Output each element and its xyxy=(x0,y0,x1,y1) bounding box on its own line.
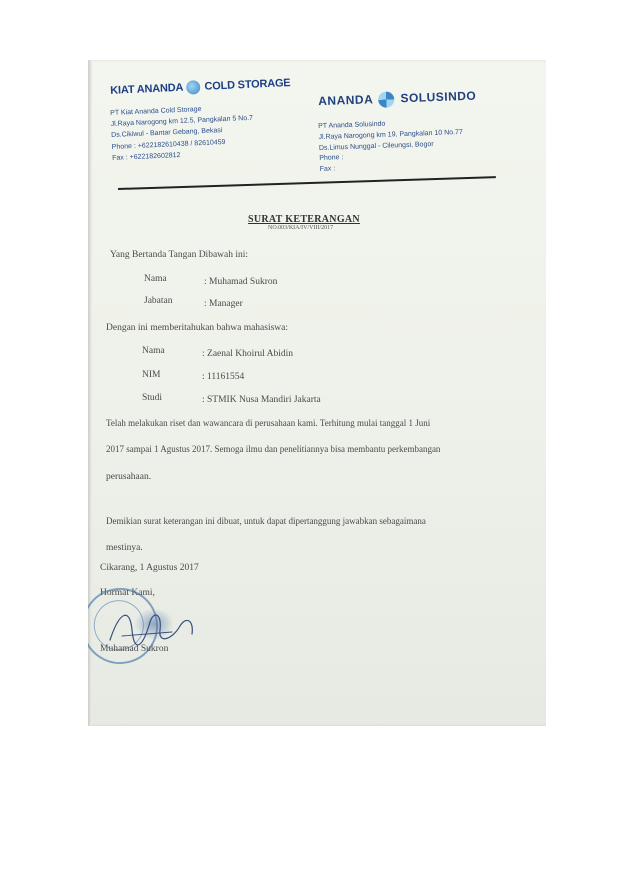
student-name-label: Nama xyxy=(142,346,165,356)
logo-left-text-1: KIAT ANANDA xyxy=(110,81,184,97)
signer-name-value: : Muhamad Sukron xyxy=(204,277,278,287)
address-line: PT Kiat Ananda Cold Storage xyxy=(110,106,202,117)
regards-text: Hormat Kami, xyxy=(100,588,155,598)
closing-line: mestinya. xyxy=(106,543,143,553)
student-nim-value: : 11161554 xyxy=(202,372,245,382)
address-line: Phone : xyxy=(319,154,344,163)
globe-icon xyxy=(186,80,201,95)
logo-right-text-1: ANANDA xyxy=(318,92,374,109)
body-line: perusahaan. xyxy=(106,472,152,482)
address-line: Fax : +622182602812 xyxy=(112,151,181,162)
ananda-solusindo-logo xyxy=(318,88,477,110)
letter-title: SURAT KETERANGAN xyxy=(248,214,360,225)
letterhead-divider xyxy=(118,176,496,190)
body-line: Telah melakukan riset dan wawancara di perusahaan kami. Terhitung mulai tanggal 1 Juni xyxy=(106,418,431,428)
letter-number: NO.003/KIA/IV/VIII/2017 xyxy=(268,225,334,231)
student-nim-label: NIM xyxy=(142,370,161,380)
kiat-ananda-logo xyxy=(110,76,291,98)
signer-name-label: Nama xyxy=(144,274,167,284)
signer-position-value: : Manager xyxy=(204,299,243,309)
address-line: Phone : +622182610438 / 82610459 xyxy=(111,138,226,151)
logo-right-text-2: SOLUSINDO xyxy=(400,88,477,106)
place-date: Cikarang, 1 Agustus 2017 xyxy=(100,563,199,573)
signer-name: Muhamad Sukron xyxy=(100,644,169,654)
right-company-address xyxy=(318,117,464,176)
address-line: PT Ananda Solusindo xyxy=(318,120,386,130)
intro-text: Yang Bertanda Tangan Dibawah ini: xyxy=(110,250,249,260)
closing-line: Demikian surat keterangan ini dibuat, untuk dapat dipertanggung jawabkan sebagaimana xyxy=(106,516,426,526)
body-line: 2017 sampai 1 Agustus 2017. Semoga ilmu dan penelitiannya bisa membantu perkembangan xyxy=(106,444,441,454)
scanned-letter xyxy=(88,60,546,726)
address-line: Fax : xyxy=(319,165,336,174)
student-name-value: : Zaenal Khoirul Abidin xyxy=(202,349,294,359)
signer-position-label: Jabatan xyxy=(144,296,173,306)
logo-left-text-2: COLD STORAGE xyxy=(204,77,291,93)
address-line: Jl.Raya Narogong km 19, Pangkalan 10 No.77 xyxy=(318,128,463,141)
left-company-address xyxy=(110,102,255,164)
swirl-logo-icon xyxy=(378,91,395,108)
student-study-value: : STMIK Nusa Mandiri Jakarta xyxy=(202,395,321,405)
statement-text: Dengan ini memberitahukan bahwa mahasiswa: xyxy=(106,323,289,333)
address-line: Ds.Cikiwul - Bantar Gebang, Bekasi xyxy=(111,127,223,140)
address-line: Jl.Raya Narogong km 12.5, Pangkalan 5 No.7 xyxy=(110,114,254,129)
address-line: Ds.Limus Nunggal - Cileungsi, Bogor xyxy=(318,140,434,152)
student-study-label: Studi xyxy=(142,393,163,403)
